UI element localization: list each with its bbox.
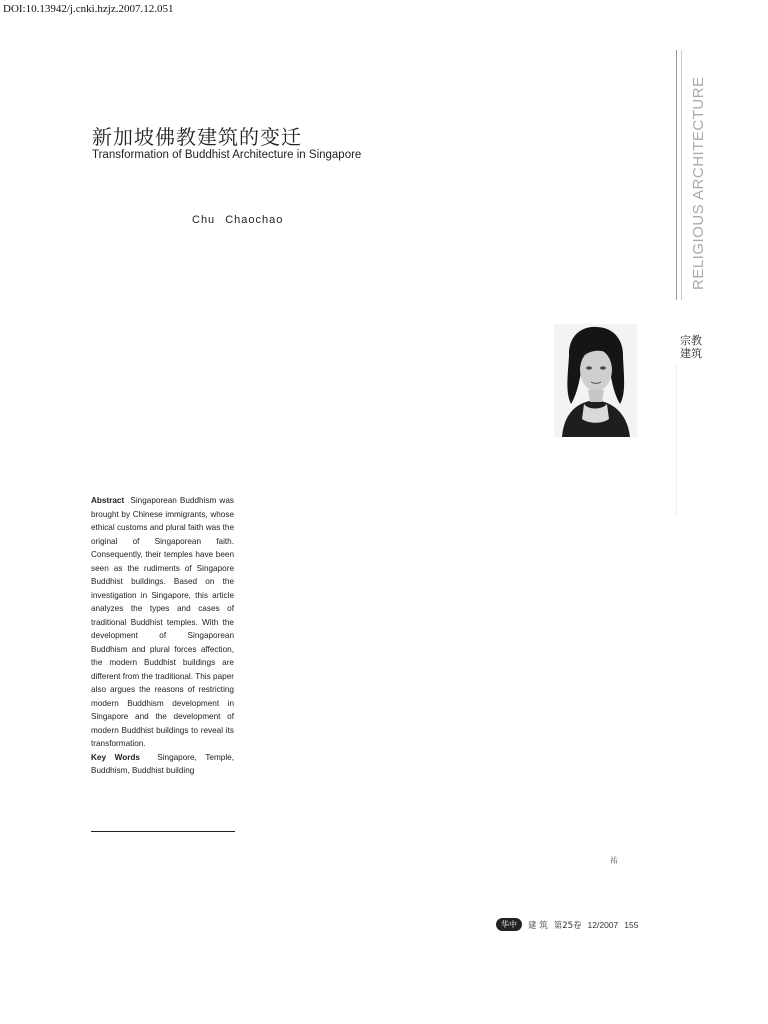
keywords — [91, 751, 234, 778]
keywords-text: Singapore, Temple, Buddhism, Buddhist building — [91, 752, 234, 775]
page-number: 155 — [624, 919, 639, 930]
side-rule-secondary — [681, 50, 682, 300]
author-photo — [554, 324, 637, 437]
issue: 12/2007 — [587, 919, 619, 930]
side-rule — [676, 50, 677, 300]
section-label-chinese — [680, 334, 702, 360]
page-footer — [496, 918, 638, 931]
author-name: Chu Chaochao — [192, 214, 284, 226]
side-rule-faint — [676, 365, 677, 515]
title-chinese: 新加坡佛教建筑的变迁 — [92, 125, 302, 149]
abstract-label: Abstract — [91, 496, 125, 505]
volume: 第25卷 — [553, 920, 582, 931]
footnote-rule — [91, 831, 235, 832]
small-character: 祐 — [610, 856, 618, 865]
section-label-line1: 宗教 — [680, 334, 702, 347]
side-label: RELIGIOUS ARCHITECTURE — [690, 76, 707, 290]
journal-name: 建 筑 — [528, 920, 548, 931]
title-english: Transformation of Buddhist Architecture in Singapore — [92, 149, 362, 161]
section-label-line2: 建筑 — [680, 347, 702, 360]
author-photo-image — [554, 324, 637, 437]
abstract — [91, 494, 234, 778]
journal-logo: 华中 — [496, 918, 522, 931]
abstract-text: Singaporean Buddhism was brought by Chinese immigrants, whose ethical customs and plural faith was the original of Singaporean faith. Consequently, their temples have been seen as the rudiments of Singapore Buddhist buildings. Based on the investigation in Singapore, this article analyzes the types and cases of traditional Buddhist temples. With the development of Singaporean Buddhism and plural forces affection, the modern Buddhist buildings are different from the traditional. This paper also argues the reasons of restricting modern Buddhism development in Singapore and the development of modern Buddhist buildings to reveal its transformation. — [91, 496, 234, 748]
doi: DOI:10.13942/j.cnki.hzjz.2007.12.051 — [3, 3, 174, 15]
keywords-label: Key Words — [91, 752, 140, 762]
